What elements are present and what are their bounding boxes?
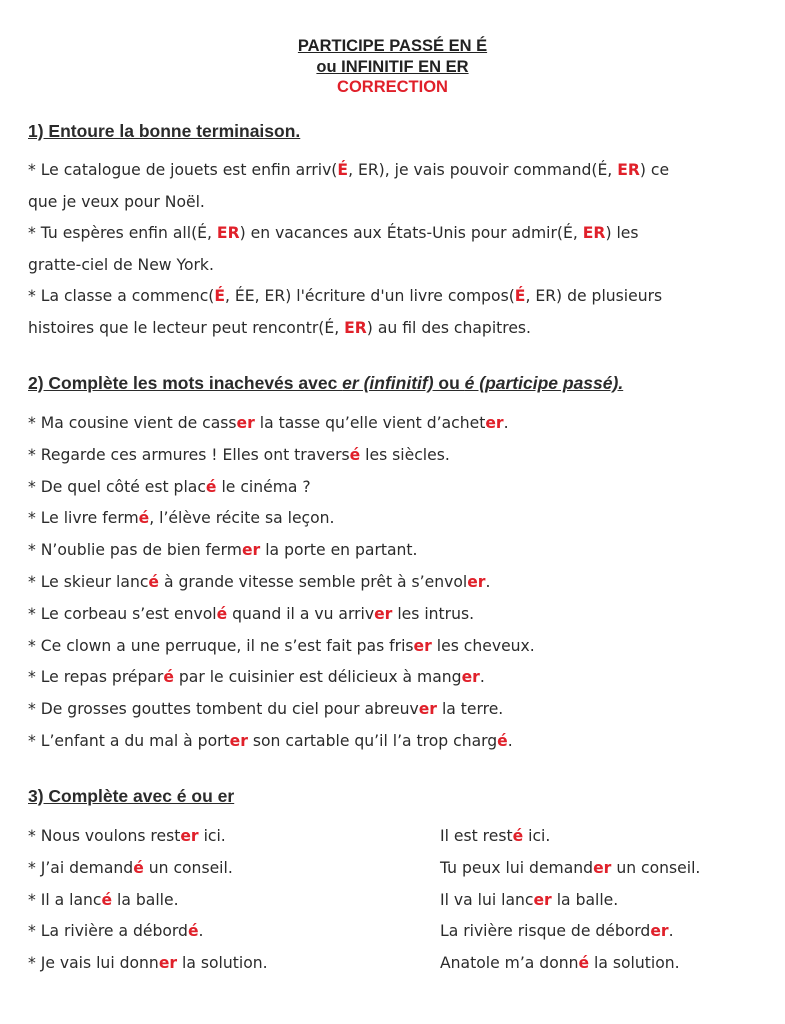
- answer-highlight: é: [148, 573, 159, 591]
- answer-highlight: ER: [216, 224, 240, 243]
- title-correction: CORRECTION: [337, 78, 448, 96]
- section-1-heading: 1) Entoure la bonne terminaison.: [28, 121, 301, 141]
- answer-highlight: é: [133, 858, 144, 877]
- text-segment: * L’enfant a du mal à port: [28, 732, 230, 750]
- answer-highlight: é: [138, 509, 150, 528]
- text-segment: histoires que le lecteur peut rencontr(É,: [28, 319, 345, 337]
- exercise-line: [28, 193, 205, 211]
- answer-highlight: er: [236, 414, 255, 432]
- text-segment: .: [503, 414, 509, 432]
- exercise-line: [28, 859, 233, 877]
- text-segment: un conseil.: [611, 858, 701, 877]
- exercise-line: [440, 891, 618, 909]
- text-segment: * La rivière a débord: [28, 922, 188, 941]
- text-segment: ici.: [523, 827, 551, 845]
- text-segment: * Le catalogue de jouets est enfin arriv(: [28, 161, 338, 179]
- text-segment: * La classe a commenc(: [28, 287, 215, 306]
- text-segment: * Il a lanc: [28, 890, 102, 909]
- text-segment: * Le corbeau s’est envol: [28, 604, 217, 623]
- text-segment: , ER) de plusieurs: [525, 287, 663, 306]
- text-segment: * J’ai demand: [28, 858, 134, 877]
- exercise-line: [28, 732, 513, 750]
- answer-highlight: er: [461, 668, 480, 687]
- text-segment: 2) Complète les mots inachevés avec: [28, 373, 343, 393]
- text-segment: ) en vacances aux États-Unis pour admir(É,: [239, 224, 583, 243]
- answer-highlight: é: [497, 732, 508, 750]
- exercise-line: [440, 859, 700, 877]
- exercise-line: [28, 605, 474, 623]
- text-segment: à grande vitesse semble prêt à s’envol: [158, 573, 468, 591]
- answer-highlight: é: [101, 890, 113, 909]
- answer-highlight: er: [418, 700, 437, 719]
- text-segment: ) ce: [639, 161, 670, 179]
- text-segment: * Regarde ces armures ! Elles ont travers: [28, 445, 350, 464]
- text-segment: * Le skieur lanc: [28, 573, 149, 591]
- exercise-line: [28, 224, 639, 242]
- exercise-line: [28, 256, 214, 274]
- answer-highlight: é: [578, 954, 590, 973]
- exercise-line: [28, 700, 503, 718]
- answer-highlight: ER: [344, 319, 367, 337]
- text-segment: * De quel côté est plac: [28, 477, 206, 496]
- text-segment: .: [507, 732, 513, 750]
- answer-highlight: er: [180, 827, 199, 845]
- text-segment: * De grosses gouttes tombent du ciel pour abreuv: [28, 700, 419, 719]
- text-segment: , ER), je vais pouvoir command(É,: [348, 161, 618, 179]
- text-segment: ou: [433, 373, 465, 393]
- text-segment: * Le repas prépar: [28, 668, 164, 687]
- italic-text: er (infinitif): [342, 373, 434, 393]
- text-segment: .: [198, 922, 204, 941]
- text-segment: ) au fil des chapitres.: [366, 319, 532, 337]
- text-segment: la balle.: [551, 890, 619, 909]
- answer-highlight: er: [229, 732, 248, 750]
- title-line-1: PARTICIPE PASSÉ EN É: [297, 37, 488, 55]
- exercise-line: [440, 922, 674, 940]
- answer-highlight: er: [650, 922, 669, 941]
- exercise-line: [28, 891, 179, 909]
- answer-highlight: é: [205, 477, 217, 496]
- answer-highlight: er: [533, 890, 552, 909]
- answer-highlight: É: [214, 287, 226, 306]
- answer-highlight: er: [593, 858, 612, 877]
- text-segment: la solution.: [177, 954, 268, 973]
- text-segment: * Ce clown a une perruque, il ne s’est fait pas fris: [28, 636, 414, 655]
- text-segment: * Je vais lui donn: [28, 954, 159, 973]
- text-segment: les cheveux.: [431, 636, 535, 655]
- text-segment: ici.: [198, 827, 226, 845]
- text-segment: que je veux pour Noël.: [28, 192, 205, 211]
- text-segment: * Ma cousine vient de cass: [28, 414, 237, 432]
- answer-highlight: er: [413, 636, 432, 655]
- text-segment: la balle.: [112, 890, 179, 909]
- answer-highlight: ER: [617, 161, 640, 179]
- text-segment: Anatole m’a donn: [440, 954, 579, 973]
- exercise-line: [28, 954, 268, 972]
- answer-highlight: É: [514, 287, 526, 306]
- exercise-line: [440, 954, 680, 972]
- exercise-line: [28, 319, 531, 337]
- text-segment: son cartable qu’il l’a trop charg: [247, 732, 498, 750]
- text-segment: la solution.: [589, 954, 680, 973]
- text-segment: * Tu espères enfin all(É,: [28, 224, 217, 243]
- exercise-line: [28, 478, 311, 496]
- exercise-line: [28, 827, 226, 845]
- text-segment: la terre.: [437, 700, 504, 719]
- exercise-line: [28, 922, 204, 940]
- answer-highlight: ER: [582, 224, 606, 243]
- exercise-line: [28, 573, 490, 591]
- text-segment: les siècles.: [360, 445, 450, 464]
- section-2-heading: [28, 373, 623, 394]
- answer-highlight: er: [241, 541, 261, 560]
- text-segment: par le cuisinier est délicieux à mang: [173, 668, 462, 687]
- text-segment: Tu peux lui demand: [440, 858, 594, 877]
- answer-highlight: é: [349, 445, 361, 464]
- text-segment: * Nous voulons rest: [28, 827, 181, 845]
- text-segment: la porte en partant.: [260, 541, 418, 560]
- text-segment: .: [479, 668, 485, 687]
- text-segment: Il est rest: [440, 827, 513, 845]
- exercise-line: [440, 827, 550, 845]
- section-3-heading: 3) Complète avec é ou er: [28, 786, 235, 806]
- text-segment: .: [668, 922, 674, 941]
- exercise-line: [28, 668, 485, 686]
- answer-highlight: er: [467, 573, 486, 591]
- text-segment: .: [485, 573, 491, 591]
- text-segment: le cinéma ?: [216, 477, 311, 496]
- text-segment: , l’élève récite sa leçon.: [149, 509, 335, 528]
- text-segment: , ÉE, ER) l'écriture d'un livre compos(: [225, 287, 515, 306]
- text-segment: La rivière risque de débord: [440, 922, 651, 941]
- answer-highlight: er: [374, 604, 393, 623]
- exercise-line: [28, 414, 509, 432]
- answer-highlight: er: [158, 954, 178, 973]
- title-line-2: ou INFINITIF EN ER: [316, 58, 469, 76]
- text-segment: quand il a vu arriv: [227, 604, 375, 623]
- italic-text: é (participe passé).: [464, 373, 624, 393]
- text-segment: gratte-ciel de New York.: [28, 255, 214, 274]
- text-segment: * Le livre ferm: [28, 509, 139, 528]
- text-segment: les intrus.: [392, 604, 475, 623]
- exercise-line: [28, 509, 335, 527]
- answer-highlight: é: [163, 668, 174, 687]
- text-segment: la tasse qu’elle vient d’achet: [254, 414, 486, 432]
- text-segment: * N’oublie pas de bien ferm: [28, 541, 242, 560]
- answer-highlight: É: [337, 161, 349, 179]
- text-segment: ) les: [605, 224, 639, 243]
- exercise-line: [28, 541, 418, 559]
- answer-highlight: é: [512, 827, 524, 845]
- text-segment: Il va lui lanc: [440, 890, 534, 909]
- answer-highlight: er: [485, 414, 504, 432]
- exercise-line: [28, 287, 662, 305]
- exercise-line: [28, 637, 535, 655]
- exercise-line: [28, 161, 669, 179]
- text-segment: un conseil.: [143, 858, 233, 877]
- answer-highlight: é: [187, 922, 199, 941]
- exercise-line: [28, 446, 450, 464]
- answer-highlight: é: [216, 604, 228, 623]
